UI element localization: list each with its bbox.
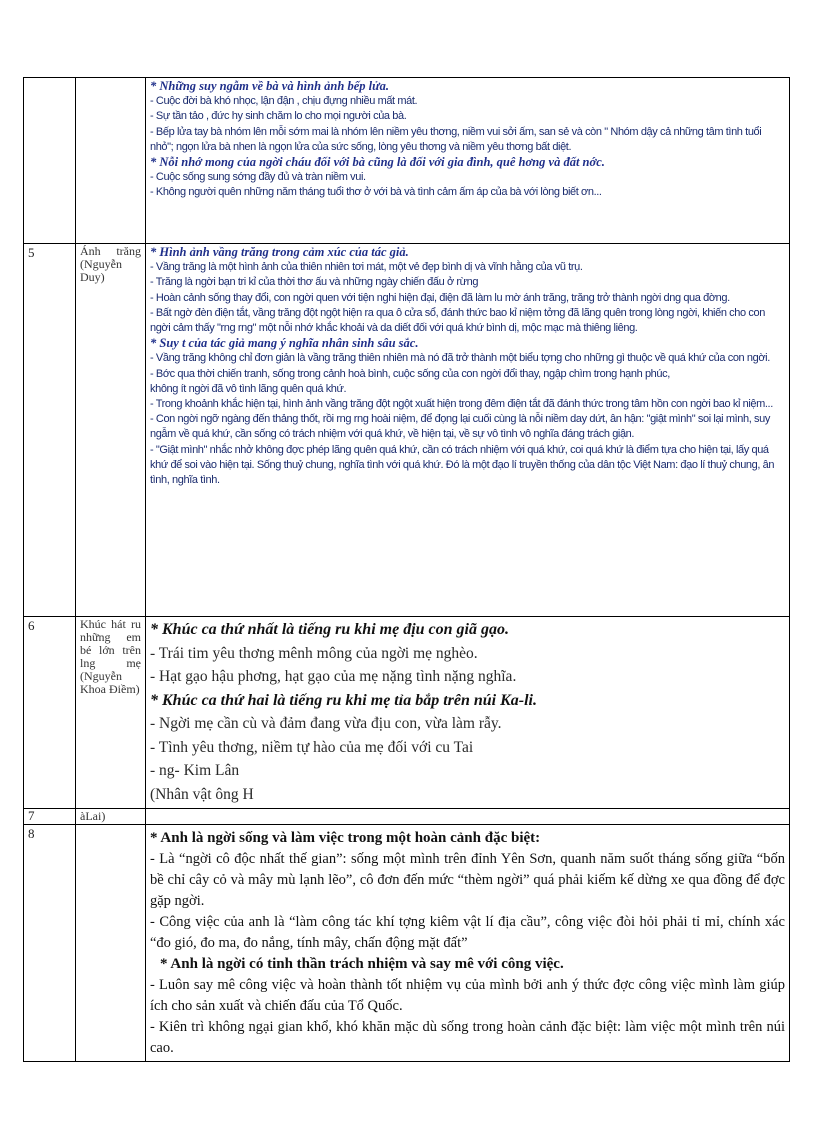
row-number: 5: [24, 244, 76, 617]
row-number: 7: [24, 809, 76, 825]
section-heading: * Khúc ca thứ hai là tiếng ru khi mẹ tỉa bắp trên núi Ka-li.: [150, 691, 537, 709]
content-line: - Vầng trăng là một hình ảnh của thiên nhiên tơi mát, một vẻ đẹp bình dị và vĩnh hằng của vũ trụ.: [150, 261, 583, 274]
content-line: (Nhân vật ông H: [150, 785, 254, 803]
content-line: - Sự tần tảo , đức hy sinh chăm lo cho mọi người của bà.: [150, 110, 407, 123]
row-content: [146, 244, 790, 617]
section-heading: * Hình ảnh vầng trăng trong cảm xúc của tác giả.: [150, 245, 409, 259]
section-heading: * Những suy ngẫm về bà và hình ảnh bếp lửa.: [150, 79, 389, 93]
content-line: - Kiên trì không ngại gian khổ, khó khăn mặc dù sống trong hoàn cảnh đặc biệt: làm việc một mình trên núi cao.: [150, 1019, 785, 1056]
row-number: 8: [24, 825, 76, 1062]
table-row: [24, 825, 790, 1062]
section-heading: * Anh là ngời sống và làm việc trong một hoàn cảnh đặc biệt:: [150, 830, 541, 846]
table-row: [24, 78, 790, 244]
content-line: - Công việc của anh là “làm công tác khí tợng kiêm vật lí địa cầu”, công việc đòi hỏi phải tỉ mỉ, chính xác “đo gió, đo ma, đo nắng, tính mây, chấn động mặt đất”: [150, 914, 785, 951]
work-title: [76, 825, 146, 1062]
content-line: - Cuộc đời bà khó nhọc, lận đận , chịu đựng nhiều mất mát.: [150, 95, 418, 108]
content-line: - Cuộc sống sung sớng đầy đủ và tràn niềm vui.: [150, 171, 366, 184]
content-line: - Luôn say mê công việc và hoàn thành tốt nhiệm vụ của mình bởi anh ý thức đợc công việc mình làm giúp ích cho sản xuất và chiến đấu của Tổ Quốc.: [150, 977, 785, 1014]
content-line: - Trái tim yêu thơng mênh mông của ngời mẹ nghèo.: [150, 644, 478, 662]
row-content: [146, 617, 790, 809]
work-title: àLai): [76, 809, 146, 825]
content-line: - Trong khoảnh khắc hiện tại, hình ảnh vầng trăng đột ngột xuất hiện trong đêm điện tắt đã đánh thức trong tâm hồn con ngời bao kỉ niệm...: [150, 398, 773, 411]
content-line: - Hoàn cảnh sống thay đổi, con ngời quen với tiện nghi hiện đại, điện đã làm lu mờ ánh trăng, trăng trở thành ngời dng qua đờng.: [150, 291, 730, 304]
content-line: - Ngời mẹ cần cù và đảm đang vừa địu con, vừa làm rẫy.: [150, 715, 502, 732]
row-content: [146, 809, 790, 825]
content-line: - Tình yêu thơng, niềm tự hào của mẹ đối với cu Tai: [150, 738, 474, 756]
content-line: - Con ngời ngỡ ngàng đến thảng thốt, rồi rng rng hoài niệm, để đọng lại cuối cùng là nỗi niềm day dứt, ân hận: "giật mình" soi lại mình, suy ngẫm về quá khứ, cần sống có trách nhiệm với quá khứ, về hiện tại, về sự vô tình vô nghĩa đáng trách giận.: [150, 413, 770, 441]
table-row: [24, 244, 790, 617]
work-title: Khúc hát ru những em bé lớn trên lng mẹ (Nguyễn Khoa Điềm): [76, 617, 146, 809]
content-line: - Hạt gạo hậu phơng, hạt gạo của mẹ nặng tình nặng nghĩa.: [150, 668, 517, 685]
work-title: [76, 78, 146, 244]
section-heading: * Nỗi nhớ mong của ngời cháu đối với bà cũng là đối với gia đình, quê hơng và đất nớc.: [150, 155, 605, 170]
content-line: - Vầng trăng không chỉ đơn giản là vầng trăng thiên nhiên mà nó đã trở thành một biểu tợng cho những gì thuộc về quá khứ của con ngời.: [150, 352, 770, 365]
table-row: [24, 809, 790, 825]
content-table: [23, 77, 790, 1062]
row-content: [146, 78, 790, 244]
section-heading: * Suy t của tác giả mang ý nghĩa nhân sinh sâu sắc.: [150, 336, 419, 351]
work-title: Ánh trăng (Nguyễn Duy): [76, 244, 146, 617]
content-line: - "Giật mình" nhắc nhở không đợc phép lãng quên quá khứ, cần có trách nhiệm với quá khứ, coi quá khứ là điểm tựa cho hiện tại, lấy quá khứ để soi vào hiện tại. Sống thuỷ chung, nghĩa tình với quá khứ. Đó là một đạo lí truyền thống của dân tộc Việt Nam: đạo lí thuỷ chung, ân tình, nghĩa tình.: [150, 443, 775, 487]
row-number: 6: [24, 617, 76, 809]
content-line: không ít ngời đã vô tình lãng quên quá khứ.: [150, 382, 347, 395]
section-heading: * Anh là ngời có tinh thần trách nhiệm và say mê với công việc.: [160, 956, 564, 972]
content-line: - Trăng là ngời bạn tri kỉ của thời thơ ấu và những ngày chiến đấu ở rừng: [150, 276, 479, 289]
table-row: [24, 617, 790, 809]
section-heading: * Khúc ca thứ nhất là tiếng ru khi mẹ địu con giã gạo.: [150, 621, 509, 638]
content-line: - Là “ngời cô độc nhất thế gian”: sống một mình trên đỉnh Yên Sơn, quanh năm suốt tháng sống giữa “bốn bề chỉ cây cỏ và mây mù lạnh lẽo”, cô đơn đến mức “thèm ngời” quá phải kiếm kế dừng xe qua đồng để đợc gặp ngời.: [150, 851, 785, 909]
content-line: - Không người quên những năm tháng tuổi thơ ở với bà và tình cảm ấm áp của bà với lòng biết ơn...: [150, 186, 602, 199]
document-page: [23, 77, 789, 1062]
content-line: - Bếp lửa tay bà nhóm lên mỗi sớm mai là nhóm lên niềm yêu thơng, niềm vui sởi ấm, san sẻ và còn " Nhóm dậy cả những tâm tình tuổi nhỏ"; ngọn lửa bà nhen là ngọn lửa của sức sống, lòng yêu thơng và niềm yêu thơng bất diệt.: [150, 125, 762, 153]
row-number: [24, 78, 76, 244]
content-line: - ng- Kim Lân: [150, 762, 240, 779]
content-line: - Bất ngờ đèn điện tắt, vầng trăng đột ngột hiện ra qua ô cửa sổ, đánh thức bao kỉ niệm tởng đã lãng quên trong lòng ngời, khiến cho con ngời cảm thấy "rng rng" một nỗi nhớ khắc khoải và da diết đối với quá khứ bình dị, mộc mạc mà thiêng liêng.: [150, 306, 765, 335]
row-content: [146, 825, 790, 1062]
content-line: - Bớc qua thời chiến tranh, sống trong cảnh hoà bình, cuộc sống của con ngời đổi thay, ngập chìm trong hạnh phúc,: [150, 367, 670, 380]
